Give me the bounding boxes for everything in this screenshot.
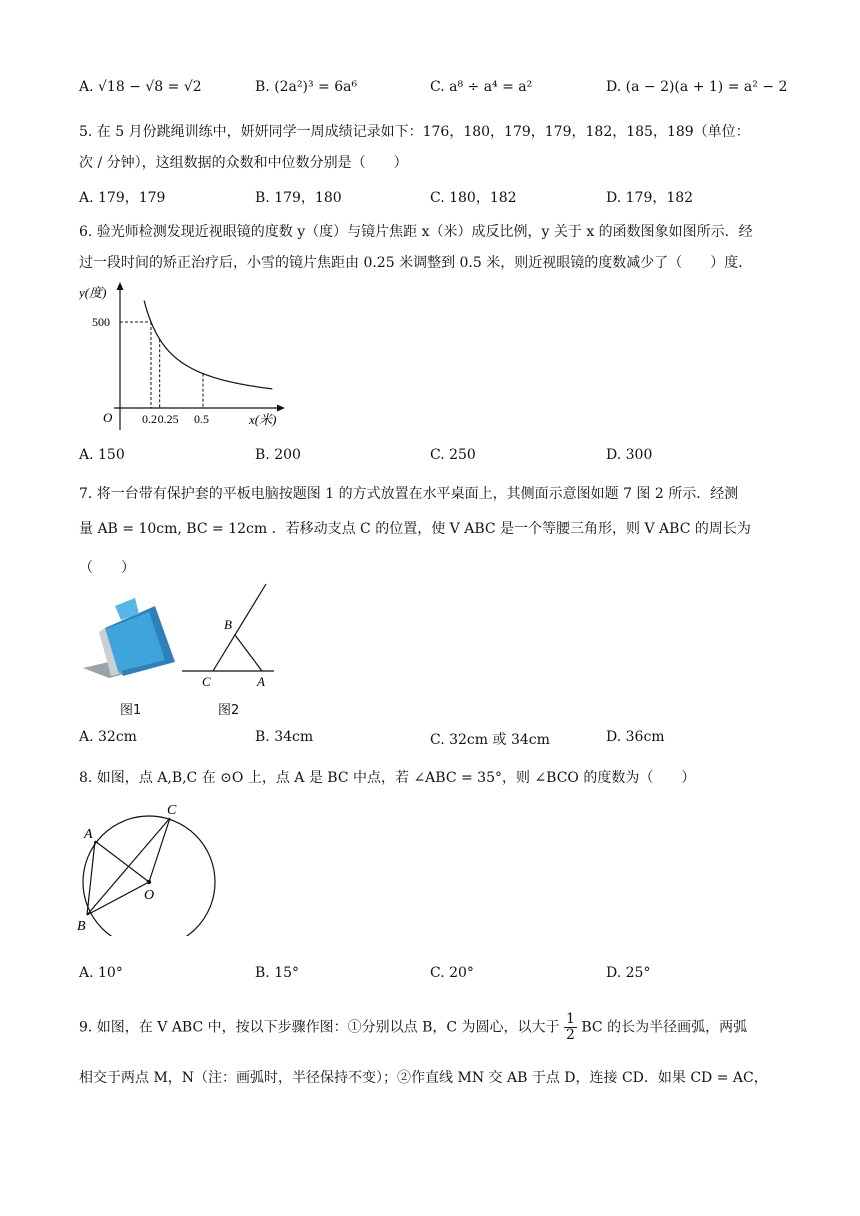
- y-axis-label: y(度): [79, 285, 107, 300]
- origin-label: O: [103, 410, 113, 425]
- x-tick-label: 0.25: [157, 412, 179, 426]
- y-axis-arrow: [117, 282, 124, 290]
- tablet-line: [213, 584, 266, 671]
- figure-1-caption: 图1: [120, 703, 142, 718]
- y-tick-label: 500: [92, 315, 110, 329]
- x-tick-label: 0.5: [194, 412, 209, 426]
- q4-option-d: D. (a − 2)(a + 1) = a² − 2: [606, 79, 788, 95]
- q6-option-d: D. 300: [606, 447, 653, 463]
- q4-option-c: C. a⁸ ÷ a⁴ = a²: [430, 79, 533, 95]
- center-point: [147, 880, 151, 884]
- q6-stem-line2: 过一段时间的矫正治疗后，小雪的镜片焦距由 0.25 米调整到 0.5 米，则近视眼镜的度数减少了（ ）度．: [79, 255, 753, 271]
- q9-stem-line1: [79, 1012, 747, 1043]
- point-c-label: C: [202, 674, 211, 688]
- segment-ab: [87, 841, 95, 915]
- triangle-side-view-diagram: [180, 580, 280, 688]
- q7-stem-line3: （ ）: [79, 560, 135, 576]
- q8-stem-line1: 8. 如图，点 A,B,C 在 ⊙O 上，点 A 是 BC 中点，若 ∠ABC = 35°，则 ∠BCO 的度数为（ ）: [79, 770, 696, 786]
- tablet-stand-illustration: [79, 598, 183, 680]
- q6-option-b: B. 200: [255, 447, 301, 463]
- q8-option-b: B. 15°: [255, 965, 300, 981]
- q6-option-c: C. 250: [430, 447, 476, 463]
- circle-o: [83, 816, 215, 936]
- q5-option-c: C. 180，182: [430, 190, 517, 206]
- point-c-label: C: [167, 803, 177, 818]
- q5-stem-line2: 次 / 分钟），这组数据的众数和中位数分别是（ ）: [79, 155, 408, 171]
- x-tick-label: 0.2: [142, 412, 157, 426]
- fraction-denominator: 2: [566, 1027, 575, 1043]
- one-half-fraction: [564, 1012, 577, 1043]
- hyperbola-curve: [144, 301, 272, 389]
- q4-option-b: B. (2a²)³ = 6a⁶: [255, 79, 358, 95]
- q4-option-a: A. √18 − √8 = √2: [79, 79, 202, 95]
- q7-option-d: D. 36cm: [606, 729, 665, 745]
- q5-option-a: A. 179，179: [79, 190, 166, 206]
- inverse-proportion-graph: [79, 278, 299, 436]
- q7-stem-line1: 7. 将一台带有保护套的平板电脑按题图 1 的方式放置在水平桌面上，其侧面示意图如题 7 图 2 所示．经测: [79, 486, 739, 502]
- x-axis-label: x(米): [249, 412, 277, 427]
- figure-2-caption: 图2: [218, 703, 240, 718]
- point-b-label: B: [224, 617, 232, 632]
- q7-option-c: C. 32cm 或 34cm: [430, 732, 550, 748]
- q8-option-c: C. 20°: [430, 965, 474, 981]
- segment-ao: [95, 841, 149, 882]
- q7-option-b: B. 34cm: [255, 729, 314, 745]
- q9-stem-line1-post: BC 的长为半径画弧，两弧: [581, 1019, 748, 1036]
- point-b-label: B: [77, 919, 86, 934]
- q9-stem-line2: 相交于两点 M，N（注：画弧时，半径保持不变）；②作直线 MN 交 AB 于点 D，连接 CD．如果 CD = AC，: [79, 1070, 768, 1086]
- q7-stem-line2: 量 AB = 10cm, BC = 12cm ．若移动支点 C 的位置，使 V ABC 是一个等腰三角形，则 V ABC 的周长为: [79, 521, 751, 537]
- point-o-label: O: [144, 888, 155, 903]
- point-a-label: A: [84, 827, 93, 842]
- segment-bo: [87, 882, 149, 915]
- q9-stem-line1-pre: 9. 如图，在 V ABC 中，按以下步骤作图：①分别以点 B，C 为圆心，以大于: [79, 1019, 560, 1036]
- q6-stem-line1: 6. 验光师检测发现近视眼镜的度数 y（度）与镜片焦距 x（米）成反比例，y 关于 x 的函数图象如图所示．经: [79, 224, 753, 240]
- q6-option-a: A. 150: [79, 447, 125, 463]
- q5-option-d: D. 179，182: [606, 190, 694, 206]
- x-axis-arrow: [277, 405, 285, 412]
- fraction-numerator: 1: [566, 1011, 575, 1027]
- q5-stem-line1: 5. 在 5 月份跳绳训练中，妍妍同学一周成绩记录如下：176，180，179，179，182，185，189（单位：: [79, 124, 750, 140]
- point-a-label: A: [257, 674, 265, 688]
- circle-geometry-diagram: [76, 800, 222, 936]
- q7-option-a: A. 32cm: [79, 729, 137, 745]
- q8-option-a: A. 10°: [79, 965, 123, 981]
- q8-option-d: D. 25°: [606, 965, 651, 981]
- segment-ba: [235, 635, 262, 671]
- q5-option-b: B. 179，180: [255, 190, 342, 206]
- segment-co: [149, 818, 170, 882]
